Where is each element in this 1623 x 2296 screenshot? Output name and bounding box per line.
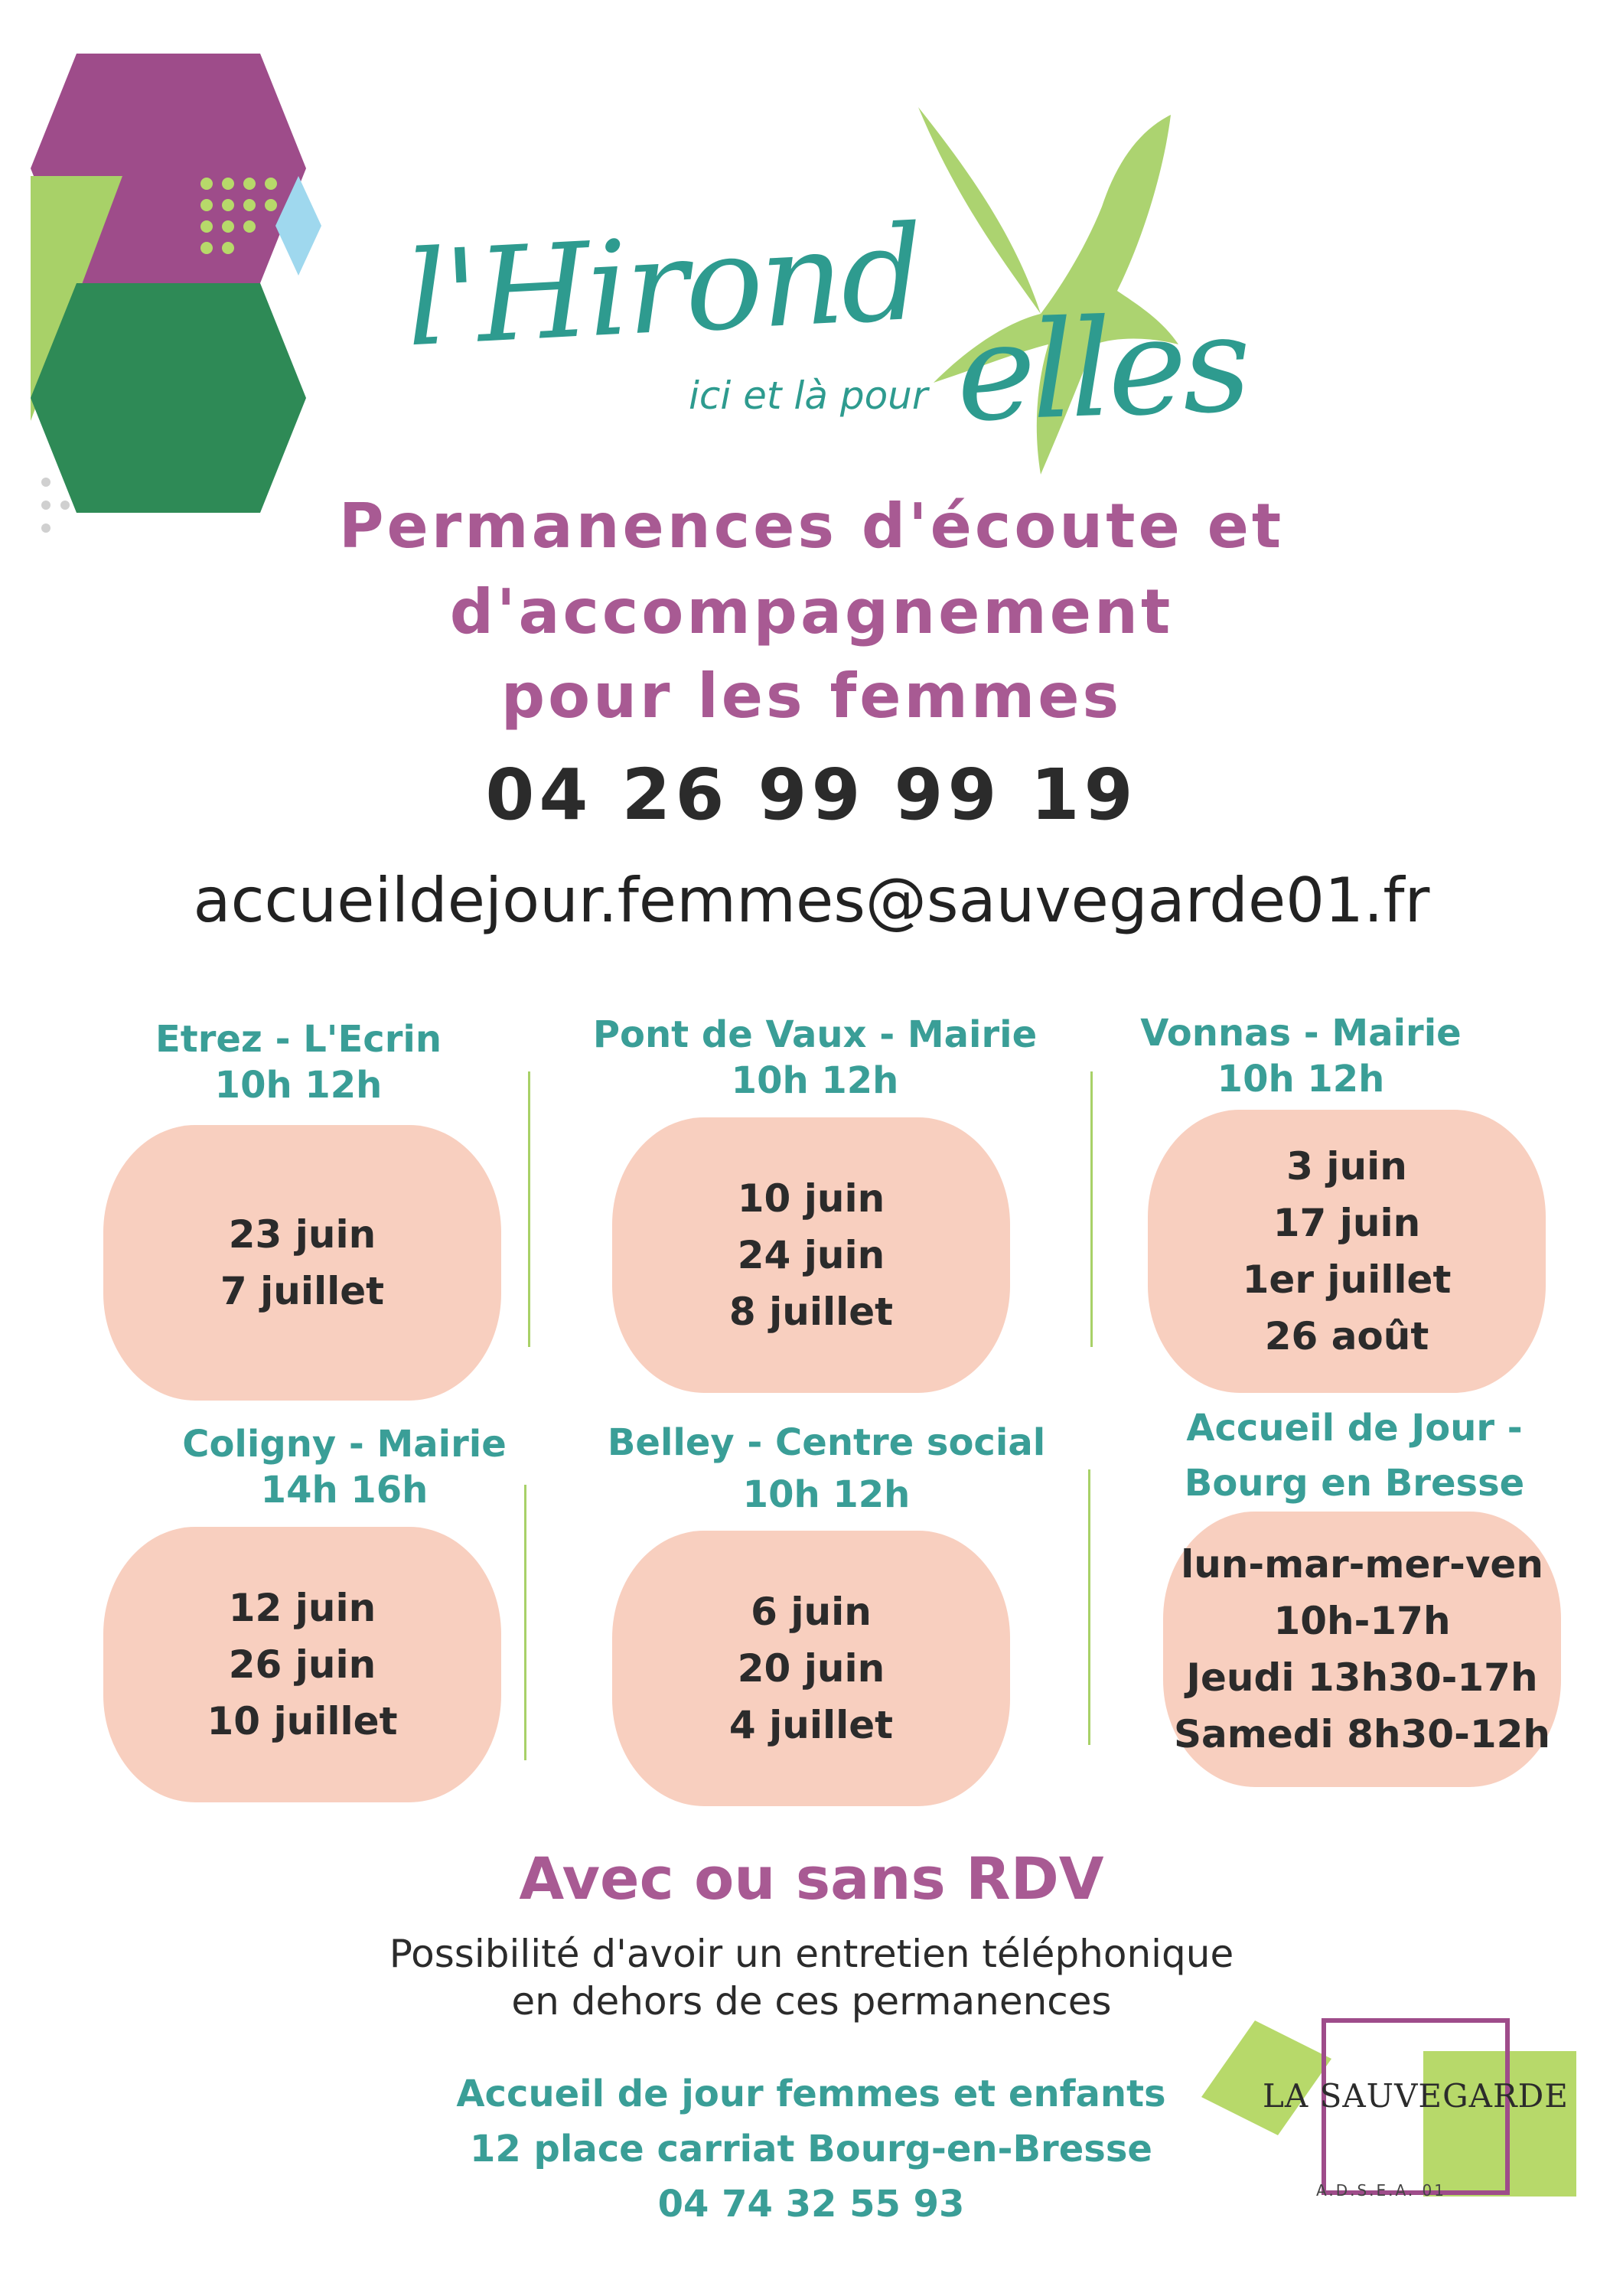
dates-box [612,1117,1010,1393]
date-item: 10h-17h [1273,1599,1451,1643]
location-card-3 [1133,1010,1469,1102]
note-line-2: en dehors de ces permanences [511,1979,1112,2024]
date-item: 17 juin [1273,1201,1421,1245]
hexagon-decoration [31,54,352,543]
location-hours: 10h 12h [742,1473,911,1516]
location-card-6 [1155,1401,1553,1511]
location-name: Vonnas - Mairie [1140,1012,1462,1055]
date-item: Samedi 8h30-12h [1174,1712,1550,1756]
date-item: 10 juillet [207,1699,398,1743]
sauvegarde-subtitle: A.D.S.E.A. 01 [1316,2181,1446,2200]
column-divider [528,1071,530,1347]
location-hours: 14h 16h [260,1469,429,1512]
location-name: Coligny - Mairie [182,1423,507,1466]
headline-line-3: pour les femmes [500,660,1123,732]
location-card-1 [99,1016,497,1108]
location-hours: 10h 12h [1217,1058,1385,1101]
column-divider [1090,1071,1093,1347]
location-name: Pont de Vaux - Mairie [592,1013,1038,1056]
date-item: 3 juin [1286,1144,1407,1189]
rdv-heading: Avec ou sans RDV [519,1844,1104,1913]
dates-box [1148,1110,1546,1393]
headline-line-1: Permanences d'écoute et [338,491,1285,562]
dates-box [1163,1512,1561,1787]
phone-number[interactable]: 04 26 99 99 19 [485,754,1138,836]
date-item: Jeudi 13h30-17h [1186,1655,1538,1700]
date-item: 12 juin [228,1586,376,1630]
date-item: 6 juin [751,1590,872,1634]
logo-brand-end-text: elles [953,286,1250,452]
location-name: Accueil de Jour - [1186,1407,1523,1450]
dates-box [103,1125,501,1401]
location-card-4 [145,1421,543,1513]
address-line-2: 12 place carriat Bourg-en-Bresse [470,2128,1152,2170]
date-item: 24 juin [737,1233,885,1277]
location-hours: Bourg en Bresse [1184,1462,1525,1505]
column-divider [1088,1469,1090,1745]
address-phone[interactable]: 04 74 32 55 93 [657,2183,965,2226]
sauvegarde-name: LA SAUVEGARDE [1263,2077,1569,2115]
date-item: 26 août [1264,1314,1429,1358]
location-card-2 [589,1012,1041,1104]
logo-tagline: ici et là pour [689,373,928,418]
date-item: 8 juillet [728,1290,894,1334]
location-card-5 [605,1420,1048,1518]
location-hours: 10h 12h [214,1064,383,1107]
date-item: 10 juin [737,1176,885,1221]
date-item: 1er juillet [1242,1257,1452,1302]
location-name: Etrez - L'Ecrin [155,1018,442,1061]
headline-line-2: d'accompagnement [449,576,1174,647]
date-item: 4 juillet [728,1703,894,1747]
location-hours: 10h 12h [731,1059,899,1102]
note-line-1: Possibilité d'avoir un entretien téléphonique [389,1932,1234,1976]
location-name: Belley - Centre social [607,1421,1046,1464]
column-divider [524,1485,526,1760]
date-item: 20 juin [737,1646,885,1691]
date-item: 26 juin [228,1642,376,1687]
dates-box [103,1527,501,1802]
dates-box [612,1531,1010,1806]
date-item: 23 juin [228,1212,376,1257]
address-line-1: Accueil de jour femmes et enfants [456,2073,1166,2115]
date-item: lun-mar-mer-ven [1181,1542,1543,1587]
date-item: 7 juillet [220,1269,385,1313]
logo-brand-text: l'Hirond [402,197,925,377]
email-link[interactable]: accueildejour.femmes@sauvegarde01.fr [193,865,1430,936]
